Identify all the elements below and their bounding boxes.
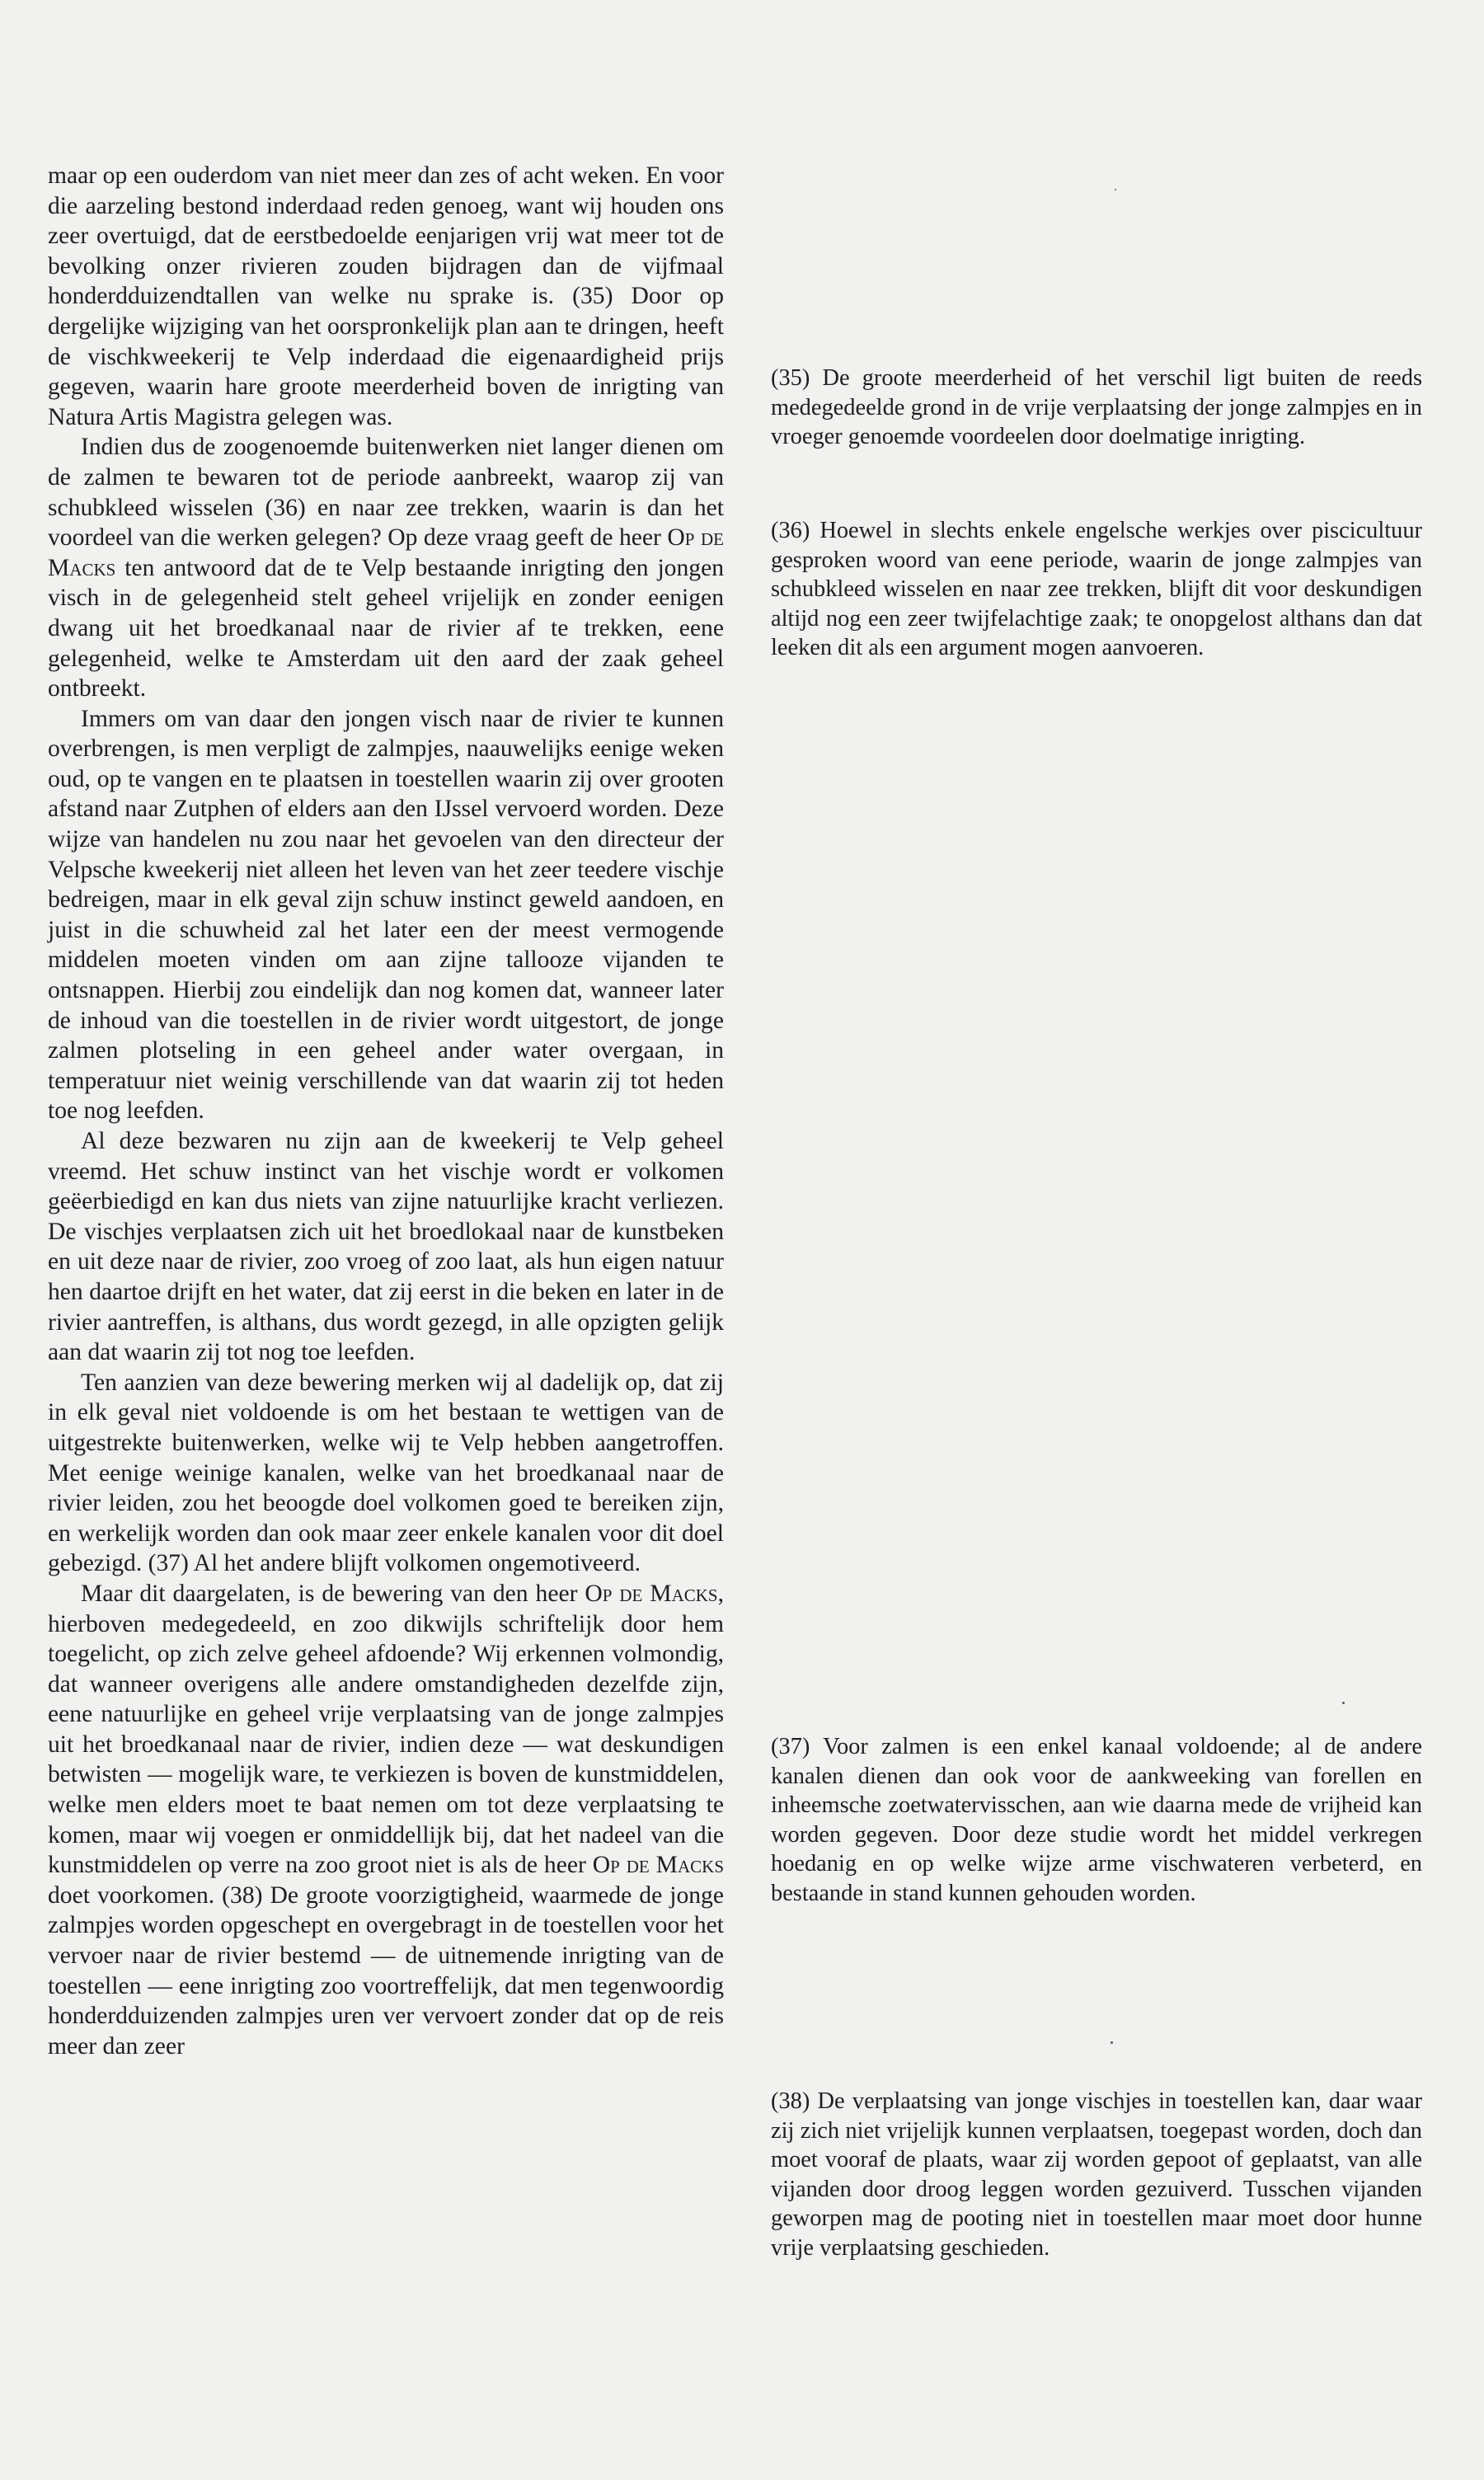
author-name: Op de Macks [48,524,724,581]
paper-speck [1342,1702,1345,1704]
paragraph-6: Maar dit daargelaten, is de bewering van den heer Op de Macks, hierboven medegedeeld, en zoo dikwijls schriftelijk door hem toegelicht, op zich zelve geheel afdoende? Wij erkennen volmondig, dat wanneer overigens alle andere omstandigheden dezelfde zijn, eene natuurlijke en geheel vrije verplaatsing van de jonge zalmpjes uit het broedkanaal naar de rivier, indien deze — wat deskundigen betwisten — mogelijk ware, te verkiezen is boven de kunstmiddelen, welke men elders moet te baat nemen om tot deze verplaatsing te komen, maar wij voegen er onmiddellijk bij, dat het nadeel van die kunstmiddelen op verre na zoo groot niet is als de heer Op de Macks doet voorkomen. (38) De groote voorzigtigheid, waarmede de jonge zalmpjes worden opgeschept en overgebragt in de toestellen voor het vervoer naar de rivier bestemd — de uitnemende inrigting van de toestellen — eene inrigting zoo voortreffelijk, dat men tegenwoordig honderdduizenden zalmpjes uren ver vervoert zonder dat op de reis meer dan zeer [48,1580,725,2060]
footnote-38: (38) De verplaatsing van jonge vischjes in toestellen kan, daar waar zij zich niet vrijelijk kunnen verplaatsen, toegepast worden, doch dan moet vooraf de plaats, waar zij worden gepoot of geplaatst, van alle vijanden door droog leggen worden gezuiverd. Tusschen vijanden geworpen mag de pooting niet in toestellen maar moet door hunne vrije verplaatsing geschieden. [771,2088,1422,2261]
paragraph-5: Ten aanzien van deze bewering merken wij al dadelijk op, dat zij in elk geval niet voldoende is om het bestaan te wettigen van de uitgestrekte buitenwerken, welke wij te Velp hebben aangetroffen. Met eenige weinige kanalen, welke van het broedkanaal naar de rivier leiden, zou het beoogde doel volkomen goed te bereiken zijn, en werkelijk worden dan ook maar zeer enkele kanalen voor dit doel gebezigd. (37) Al het andere blijft volkomen ongemotiveerd. [48,1369,724,1577]
main-text-column [48,161,724,2061]
author-name: Op de Macks [592,1852,725,1879]
paragraph-2: Indien dus de zoogenoemde buitenwerken niet langer dienen om de zalmen te bewaren tot de periode aanbreekt, waarop zij van schubkleed wisselen (36) en naar zee trekken, waarin is dan het voordeel van die werken gelegen? Op deze vraag geeft de heer Op de Macks ten antwoord dat de te Velp bestaande inrigting den jongen visch in de gelegenheid stelt geheel vrijelijk en zonder eenigen dwang uit het broedkanaal naar de rivier af te trekken, eene gelegenheid, welke te Amsterdam uit den aard der zaak geheel ontbreekt. [48,434,724,702]
author-name: Op de Macks [585,1580,718,1607]
footnote-36: (36) Hoewel in slechts enkele engelsche werkjes over piscicultuur gesproken woord van eene periode, waarin de jonge zalmpjes van schubkleed wisselen en naar zee trekken, blijft dit voor deskundigen altijd nog een zeer twijfelachtige zaak; te onopgelost althans dan dat leeken dit als een argument mogen aanvoeren. [771,518,1422,661]
paragraph-1: maar op een ouderdom van niet meer dan zes of acht weken. En voor die aarzeling bestond inderdaad reden genoeg, want wij houden ons zeer overtuigd, dat de eerstbedoelde eenjarigen vrij wat meer tot de bevolking onzer rivieren zouden bijdragen dan de vijfmaal honderdduizendtallen van welke nu sprake is. (35) Door op dergelijke wijziging van het oorspronkelijk plan aan te dringen, heeft de vischkweekerij te Velp inderdaad die eigenaardigheid prijs gegeven, waarin hare groote meerderheid boven de inrigting van Natura Artis Magistra gelegen was. [48,162,724,430]
footnote-35: (35) De groote meerderheid of het verschil ligt buiten de reeds medegedeelde grond in de vrije verplaatsing der jonge zalmpjes en in vroeger genoemde voordeelen door doelmatige inrigting. [771,365,1422,450]
paper-speck [1111,2041,1113,2044]
paragraph-3: Immers om van daar den jongen visch naar de rivier te kunnen overbrengen, is men verpligt de zalmpjes, naauwelijks eenige weken oud, op te vangen en te plaatsen in toestellen waarin zij over grooten afstand naar Zutphen of elders aan den IJssel vervoerd worden. Deze wijze van handelen nu zou naar het gevoelen van den directeur der Velpsche kweekerij niet alleen het leven van het zeer teedere vischje bedreigen, maar in elk geval zijn schuw instinct geweld aandoen, en juist in die schuwheid zal het later een der meest vermogende middelen moeten vinden om aan zijne tallooze vijanden te ontsnappen. Hierbij zou eindelijk dan nog komen dat, wanneer later de inhoud van die toestellen in de rivier wordt uitgestort, de jonge zalmen plotseling in een geheel ander water overgaan, in temperatuur niet weinig verschillende van dat waarin zij tot heden toe nog leefden. [48,705,724,1125]
paper-speck [1115,189,1116,190]
paragraph-4: Al deze bezwaren nu zijn aan de kweekerij te Velp geheel vreemd. Het schuw instinct van het vischje wordt er volkomen geëerbiedigd en kan dus niets van zijne natuurlijke kracht verliezen. De vischjes verplaatsen zich uit het broedlokaal naar de kunstbeken en uit deze naar de rivier, zoo vroeg of zoo laat, als hun eigen natuur hen daartoe drijft en het water, dat zij eerst in die beken en later in de rivier aantreffen, is althans, dus wordt gezegd, in alle opzigten gelijk aan dat waarin zij tot nog toe leefden. [48,1128,724,1366]
footnote-37: (37) Voor zalmen is een enkel kanaal voldoende; al de andere kanalen dienen dan ook voor de aankweeking van forellen en inheemsche zoetwatervisschen, aan wie daarna mede de vrijheid kan worden gegeven. Door deze studie wordt het middel verkregen hoedanig en op welke wijze arme vischwateren verbeterd, en bestaande in stand kunnen gehouden worden. [771,1734,1422,1906]
